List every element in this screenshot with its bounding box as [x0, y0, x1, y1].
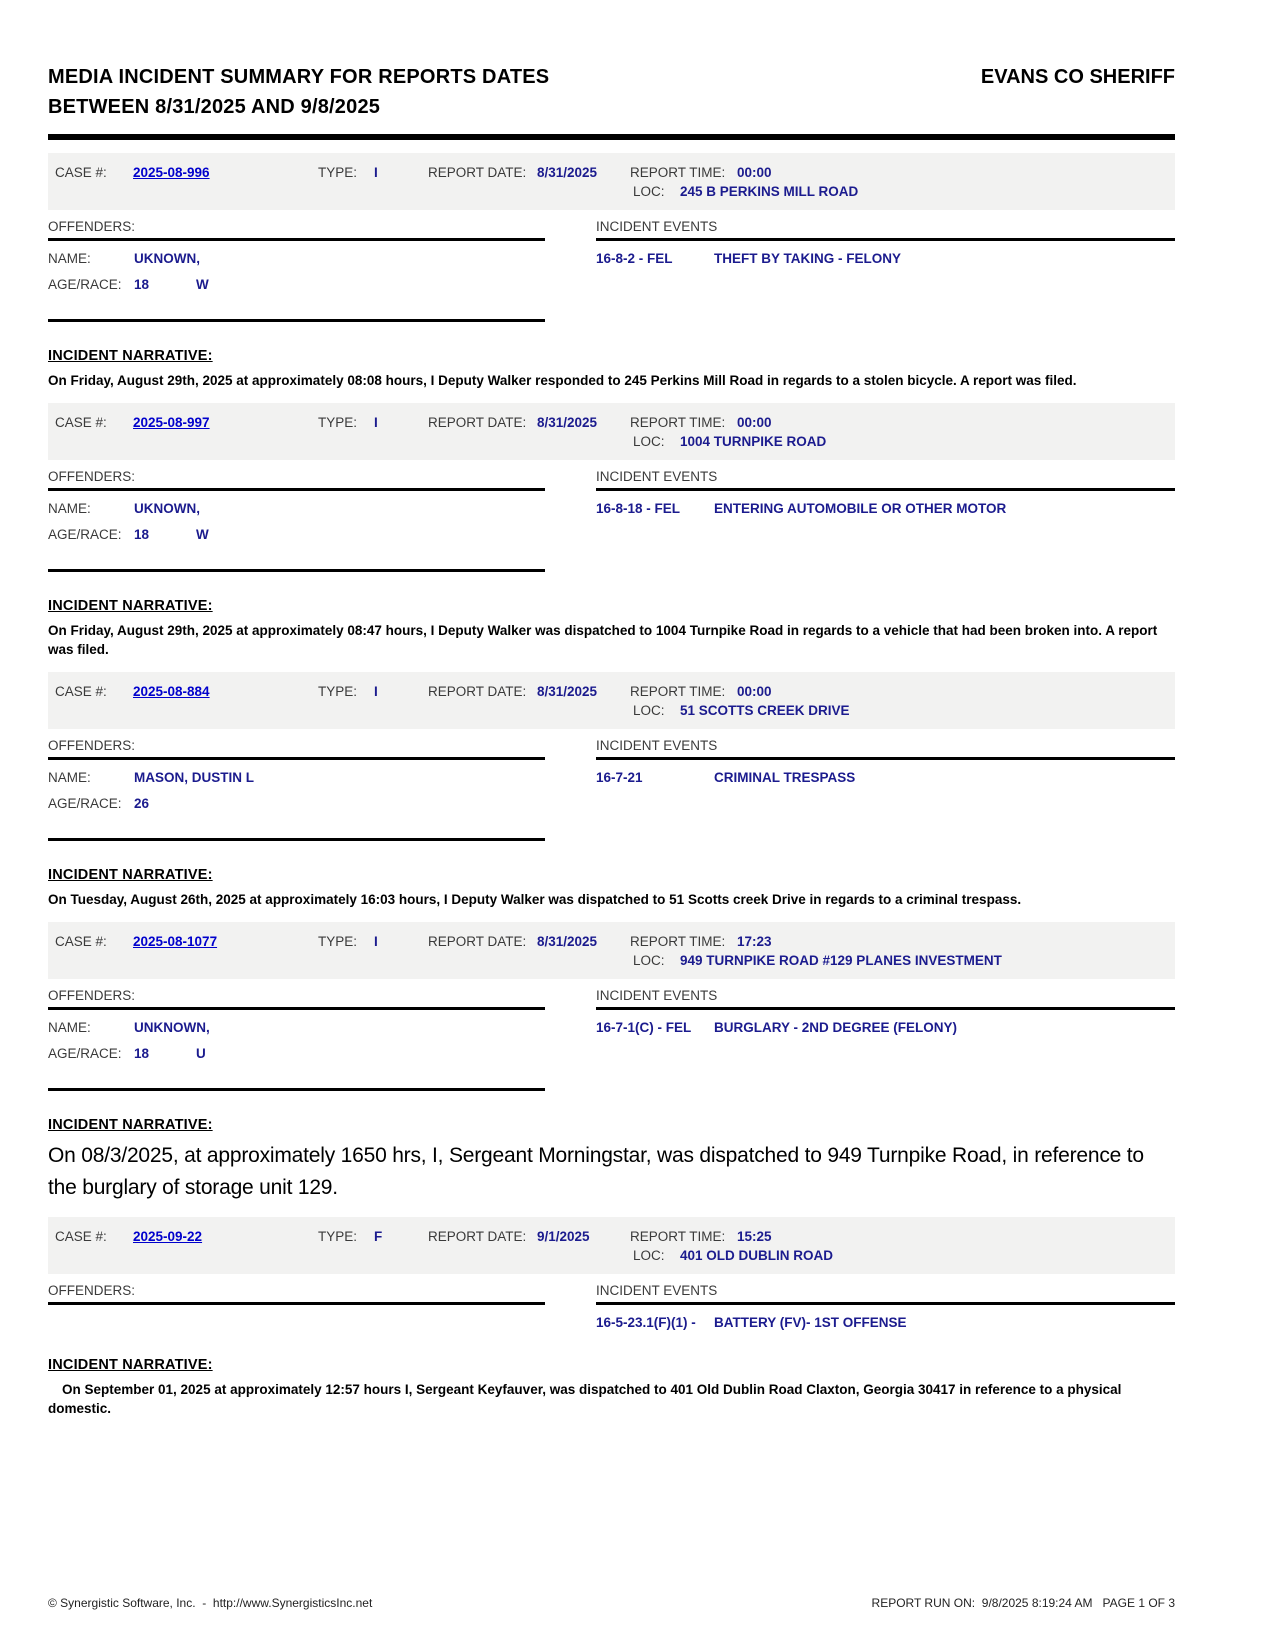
name-label: NAME:	[48, 251, 91, 266]
report-date-label: REPORT DATE:	[428, 415, 527, 430]
offender-row	[48, 1019, 545, 1036]
report-date-label: REPORT DATE:	[428, 934, 527, 949]
event-row	[596, 1019, 1175, 1036]
type-label: TYPE:	[318, 684, 358, 699]
report-date-value: 9/1/2025	[537, 1229, 590, 1244]
type-value: F	[374, 1229, 383, 1244]
loc-label: LOC:	[633, 703, 665, 718]
offender-row	[48, 250, 545, 267]
event-row	[596, 769, 1175, 786]
report-date-value: 8/31/2025	[537, 934, 598, 949]
type-label: TYPE:	[318, 165, 358, 180]
case-columns	[48, 987, 1175, 1091]
report-date-value: 8/31/2025	[537, 415, 598, 430]
offender-name: UNKNOWN,	[134, 1020, 210, 1035]
case-block	[48, 403, 1175, 659]
events-column	[596, 737, 1175, 841]
loc-label: LOC:	[633, 1248, 665, 1263]
events-column	[596, 1282, 1175, 1331]
offender-age: 26	[134, 796, 150, 811]
incident-narrative-heading: INCIDENT NARRATIVE:	[48, 348, 213, 364]
offenders-rule	[48, 1007, 545, 1010]
age-race-label: AGE/RACE:	[48, 527, 122, 542]
offender-age-row	[48, 526, 545, 543]
offenders-heading: OFFENDERS:	[48, 219, 136, 234]
incident-narrative-text: On Friday, August 29th, 2025 at approximately 08:08 hours, I Deputy Walker responded to 245 Perkins Mill Road in regards to a stolen bicycle. A report was filed.	[48, 373, 1077, 388]
report-date-label: REPORT DATE:	[428, 165, 527, 180]
offender-age: 18	[134, 527, 150, 542]
report-time-label: REPORT TIME:	[630, 684, 726, 699]
event-code: 16-7-1(C) - FEL	[596, 1020, 692, 1035]
event-description: ENTERING AUTOMOBILE OR OTHER MOTOR	[714, 501, 1007, 516]
offender-race: W	[196, 277, 209, 292]
report-date-label: REPORT DATE:	[428, 1229, 527, 1244]
events-column	[596, 987, 1175, 1091]
incident-events-heading: INCIDENT EVENTS	[596, 738, 718, 753]
offender-row	[48, 769, 545, 786]
offenders-close-rule	[48, 838, 545, 841]
report-time-label: REPORT TIME:	[630, 1229, 726, 1244]
type-value: I	[374, 415, 378, 430]
case-number-link[interactable]: 2025-09-22	[133, 1229, 203, 1244]
event-row	[596, 1314, 1175, 1331]
events-rule	[596, 488, 1175, 491]
report-time-label: REPORT TIME:	[630, 934, 726, 949]
case-label: CASE #:	[55, 415, 107, 430]
type-label: TYPE:	[318, 415, 358, 430]
incident-narrative-text: On Friday, August 29th, 2025 at approximately 08:47 hours, I Deputy Walker was dispatched to 1004 Turnpike Road in regards to a vehicle that had been broken into. A report was filed.	[48, 623, 1158, 657]
event-row	[596, 250, 1175, 267]
age-race-label: AGE/RACE:	[48, 796, 122, 811]
case-location-row	[55, 1246, 1169, 1265]
event-description: BURGLARY - 2ND DEGREE (FELONY)	[714, 1020, 958, 1035]
offenders-close-rule	[48, 319, 545, 322]
report-header	[48, 62, 1175, 122]
incident-events-heading: INCIDENT EVENTS	[596, 469, 718, 484]
case-label: CASE #:	[55, 934, 107, 949]
loc-value: 949 TURNPIKE ROAD #129 PLANES INVESTMENT	[680, 953, 1002, 968]
report-time-value: 17:23	[737, 934, 772, 949]
events-rule	[596, 1007, 1175, 1010]
incident-narrative-text: On Tuesday, August 26th, 2025 at approximately 16:03 hours, I Deputy Walker was dispatched to 51 Scotts creek Drive in regards to a criminal trespass.	[48, 892, 1022, 907]
offenders-heading: OFFENDERS:	[48, 738, 136, 753]
offenders-heading: OFFENDERS:	[48, 469, 136, 484]
case-header-row	[55, 163, 1169, 182]
case-columns	[48, 1282, 1175, 1331]
report-date-label: REPORT DATE:	[428, 684, 527, 699]
report-title-line2: BETWEEN 8/31/2025 AND 9/8/2025	[48, 96, 381, 118]
events-rule	[596, 757, 1175, 760]
case-header-band	[48, 153, 1175, 210]
name-label: NAME:	[48, 501, 91, 516]
incident-events-heading: INCIDENT EVENTS	[596, 219, 718, 234]
case-header-band	[48, 672, 1175, 729]
incident-narrative-heading: INCIDENT NARRATIVE:	[48, 867, 213, 883]
report-time-label: REPORT TIME:	[630, 415, 726, 430]
offenders-rule	[48, 488, 545, 491]
offenders-column	[48, 737, 545, 841]
case-number-link[interactable]: 2025-08-1077	[133, 934, 218, 949]
case-location-row	[55, 701, 1169, 720]
case-number-link[interactable]: 2025-08-997	[133, 415, 210, 430]
case-block	[48, 153, 1175, 390]
offender-name: MASON, DUSTIN L	[134, 770, 254, 785]
offender-age-row	[48, 1045, 545, 1062]
case-header-row	[55, 413, 1169, 432]
case-location-row	[55, 432, 1169, 451]
case-location-row	[55, 951, 1169, 970]
age-race-label: AGE/RACE:	[48, 277, 122, 292]
offender-name: UKNOWN,	[134, 251, 200, 266]
event-description: BATTERY (FV)- 1ST OFFENSE	[714, 1315, 907, 1330]
loc-value: 1004 TURNPIKE ROAD	[680, 434, 827, 449]
name-label: NAME:	[48, 770, 91, 785]
agency-name: EVANS CO SHERIFF	[980, 66, 1175, 88]
type-value: I	[374, 934, 378, 949]
case-number-link[interactable]: 2025-08-996	[133, 165, 210, 180]
report-title	[48, 62, 549, 122]
type-value: I	[374, 684, 378, 699]
offender-age: 18	[134, 277, 150, 292]
footer-run-on: REPORT RUN ON: 9/8/2025 8:19:24 AM	[871, 1596, 1093, 1610]
report-time-value: 00:00	[737, 684, 772, 699]
case-block	[48, 672, 1175, 909]
case-header-row	[55, 1227, 1169, 1246]
events-rule	[596, 238, 1175, 241]
incident-narrative-text: On 08/3/2025, at approximately 1650 hrs, I, Sergeant Morningstar, was dispatched to 949 Turnpike Road, in reference to the burglary of storage unit 129.	[48, 1144, 1144, 1199]
offender-age-row	[48, 795, 545, 812]
report-time-value: 15:25	[737, 1229, 772, 1244]
event-row	[596, 500, 1175, 517]
offenders-column	[48, 468, 545, 572]
offenders-close-rule	[48, 569, 545, 572]
offenders-column	[48, 1282, 545, 1331]
loc-value: 51 SCOTTS CREEK DRIVE	[680, 703, 850, 718]
report-time-value: 00:00	[737, 415, 772, 430]
loc-label: LOC:	[633, 434, 665, 449]
event-description: CRIMINAL TRESPASS	[714, 770, 856, 785]
incident-events-heading: INCIDENT EVENTS	[596, 1283, 718, 1298]
event-code: 16-8-18 - FEL	[596, 501, 681, 516]
incident-narrative-heading: INCIDENT NARRATIVE:	[48, 1357, 213, 1373]
offender-race: W	[196, 527, 209, 542]
case-location-row	[55, 182, 1169, 201]
name-label: NAME:	[48, 1020, 91, 1035]
case-header-row	[55, 932, 1169, 951]
case-columns	[48, 737, 1175, 841]
case-block	[48, 922, 1175, 1204]
loc-value: 401 OLD DUBLIN ROAD	[680, 1248, 834, 1263]
events-column	[596, 218, 1175, 322]
offender-age-row	[48, 276, 545, 293]
incident-events-heading: INCIDENT EVENTS	[596, 988, 718, 1003]
case-number-link[interactable]: 2025-08-884	[133, 684, 210, 699]
offender-name: UKNOWN,	[134, 501, 200, 516]
case-header-band	[48, 1217, 1175, 1274]
offenders-column	[48, 218, 545, 322]
offender-race: U	[196, 1046, 206, 1061]
report-title-line1: MEDIA INCIDENT SUMMARY FOR REPORTS DATES	[48, 66, 550, 88]
loc-value: 245 B PERKINS MILL ROAD	[680, 184, 859, 199]
offenders-heading: OFFENDERS:	[48, 988, 136, 1003]
report-time-label: REPORT TIME:	[630, 165, 726, 180]
event-code: 16-7-21	[596, 770, 643, 785]
case-label: CASE #:	[55, 1229, 107, 1244]
report-date-value: 8/31/2025	[537, 684, 598, 699]
footer-copyright: © Synergistic Software, Inc. - http://www.SynergisticsInc.net	[48, 1596, 373, 1610]
case-block	[48, 1217, 1175, 1418]
event-code: 16-5-23.1(F)(1) -	[596, 1315, 696, 1330]
case-label: CASE #:	[55, 165, 107, 180]
case-header-band	[48, 403, 1175, 460]
event-code: 16-8-2 - FEL	[596, 251, 673, 266]
case-header-row	[55, 682, 1169, 701]
event-description: THEFT BY TAKING - FELONY	[714, 251, 901, 266]
header-rule	[48, 134, 1175, 140]
offenders-heading: OFFENDERS:	[48, 1283, 136, 1298]
events-rule	[596, 1302, 1175, 1305]
events-column	[596, 468, 1175, 572]
report-date-value: 8/31/2025	[537, 165, 598, 180]
case-columns	[48, 218, 1175, 322]
footer-page-number: PAGE 1 OF 3	[1102, 1596, 1175, 1610]
page-footer	[48, 1596, 1175, 1610]
offenders-rule	[48, 238, 545, 241]
loc-label: LOC:	[633, 953, 665, 968]
offenders-rule	[48, 757, 545, 760]
offenders-close-rule	[48, 1088, 545, 1091]
offenders-column	[48, 987, 545, 1091]
type-value: I	[374, 165, 378, 180]
case-label: CASE #:	[55, 684, 107, 699]
report-time-value: 00:00	[737, 165, 772, 180]
age-race-label: AGE/RACE:	[48, 1046, 122, 1061]
type-label: TYPE:	[318, 1229, 358, 1244]
case-columns	[48, 468, 1175, 572]
case-header-band	[48, 922, 1175, 979]
offender-age: 18	[134, 1046, 150, 1061]
loc-label: LOC:	[633, 184, 665, 199]
offender-row	[48, 500, 545, 517]
offenders-rule	[48, 1302, 545, 1305]
incident-narrative-heading: INCIDENT NARRATIVE:	[48, 598, 213, 614]
incident-narrative-text: On September 01, 2025 at approximately 12:57 hours I, Sergeant Keyfauver, was dispatched to 401 Old Dublin Road Claxton, Georgia 30417 in reference to a physical domestic.	[48, 1382, 1122, 1416]
type-label: TYPE:	[318, 934, 358, 949]
incident-narrative-heading: INCIDENT NARRATIVE:	[48, 1117, 213, 1133]
